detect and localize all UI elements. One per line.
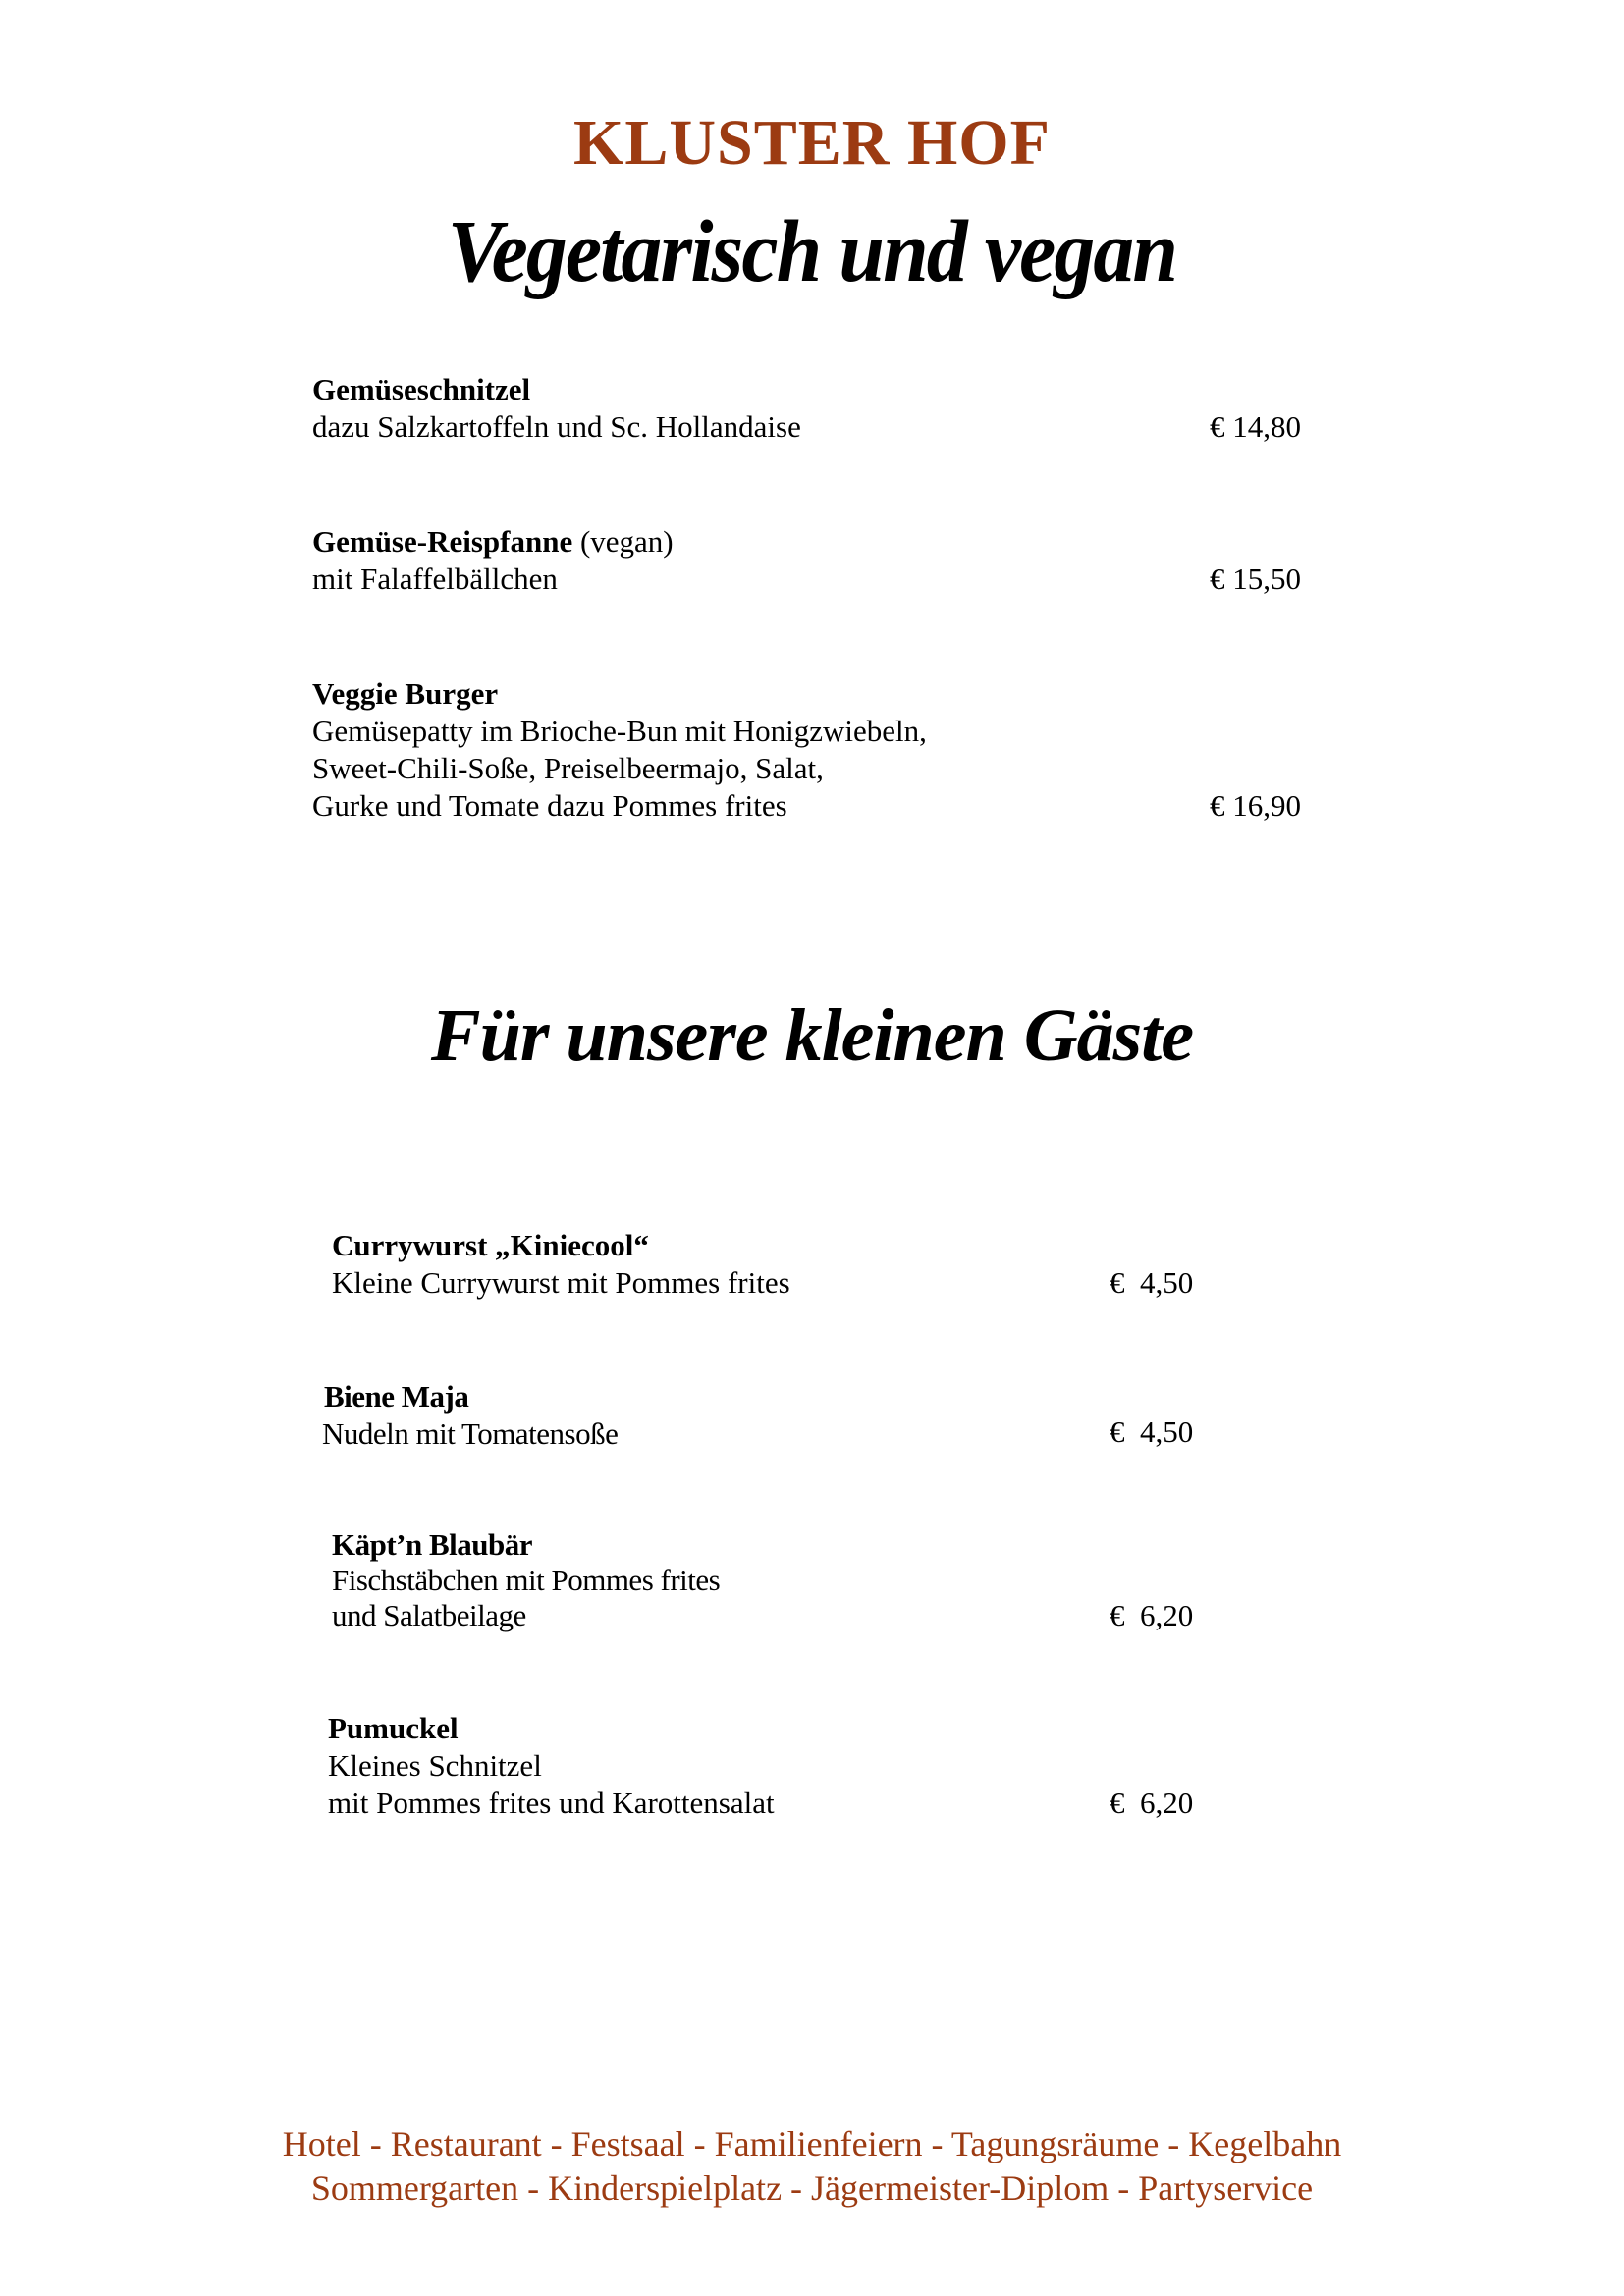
- footer-services-line-1: Hotel - Restaurant - Festsaal - Familienfeiern - Tagungsräume - Kegelbahn: [282, 2124, 1342, 2163]
- menu-item-name: Veggie Burger: [312, 676, 499, 711]
- menu-item-description: Gurke und Tomate dazu Pommes frites: [312, 788, 787, 823]
- menu-item-name: Gemüseschnitzel: [312, 372, 531, 406]
- menu-item-description: Kleine Currywurst mit Pommes frites: [332, 1265, 790, 1300]
- menu-item-price: € 4,50: [1110, 1415, 1194, 1449]
- menu-item-tag: (vegan): [572, 524, 674, 559]
- menu-item-description: mit Falaffelbällchen: [312, 561, 558, 596]
- restaurant-name: KLUSTER HOF: [573, 107, 1051, 179]
- menu-item-price: € 15,50: [1210, 561, 1301, 596]
- menu-item-description: Kleines Schnitzel: [328, 1748, 542, 1783]
- menu-item-price: € 14,80: [1210, 409, 1301, 444]
- menu-item-description: Sweet-Chili-Soße, Preiselbeermajo, Salat,: [312, 751, 824, 785]
- menu-item-name: Biene Maja: [324, 1379, 469, 1414]
- section-title-vegetarian: Vegetarisch und vegan: [447, 203, 1177, 300]
- menu-item-price: € 6,20: [1110, 1786, 1194, 1820]
- menu-item-name: Käpt’n Blaubär: [332, 1527, 533, 1562]
- menu-item-description: mit Pommes frites und Karottensalat: [328, 1786, 775, 1820]
- menu-item-veggie-burger: [312, 675, 927, 825]
- menu-item-name: Gemüse-Reispfanne: [312, 524, 573, 559]
- menu-item-price: € 16,90: [1210, 788, 1301, 823]
- menu-item-name: Currywurst „Kiniecool“: [332, 1228, 649, 1262]
- menu-item-price: € 6,20: [1110, 1598, 1194, 1632]
- menu-item-description: dazu Salzkartoffeln und Sc. Hollandaise: [312, 409, 801, 444]
- menu-item-pumuckel: [328, 1710, 775, 1822]
- menu-item-currywurst: [332, 1227, 790, 1302]
- menu-item-name: Pumuckel: [328, 1711, 459, 1745]
- menu-item-biene-maja: [324, 1378, 618, 1453]
- menu-item-gemueseschnitzel: [312, 371, 801, 446]
- menu-item-kaeptn-blaubaer: [332, 1527, 720, 1633]
- menu-item-price: € 4,50: [1110, 1265, 1194, 1300]
- menu-item-gemuese-reispfanne: [312, 523, 674, 598]
- menu-item-description: Fischstäbchen mit Pommes frites: [332, 1563, 721, 1597]
- section-title-kids: Für unsere kleinen Gäste: [430, 994, 1194, 1077]
- menu-item-description: und Salatbeilage: [332, 1598, 526, 1632]
- footer-services-line-2: Sommergarten - Kinderspielplatz - Jägermeister-Diplom - Partyservice: [310, 2168, 1314, 2208]
- menu-item-description: Nudeln mit Tomatensoße: [322, 1416, 619, 1451]
- menu-item-description: Gemüsepatty im Brioche-Bun mit Honigzwiebeln,: [312, 714, 927, 748]
